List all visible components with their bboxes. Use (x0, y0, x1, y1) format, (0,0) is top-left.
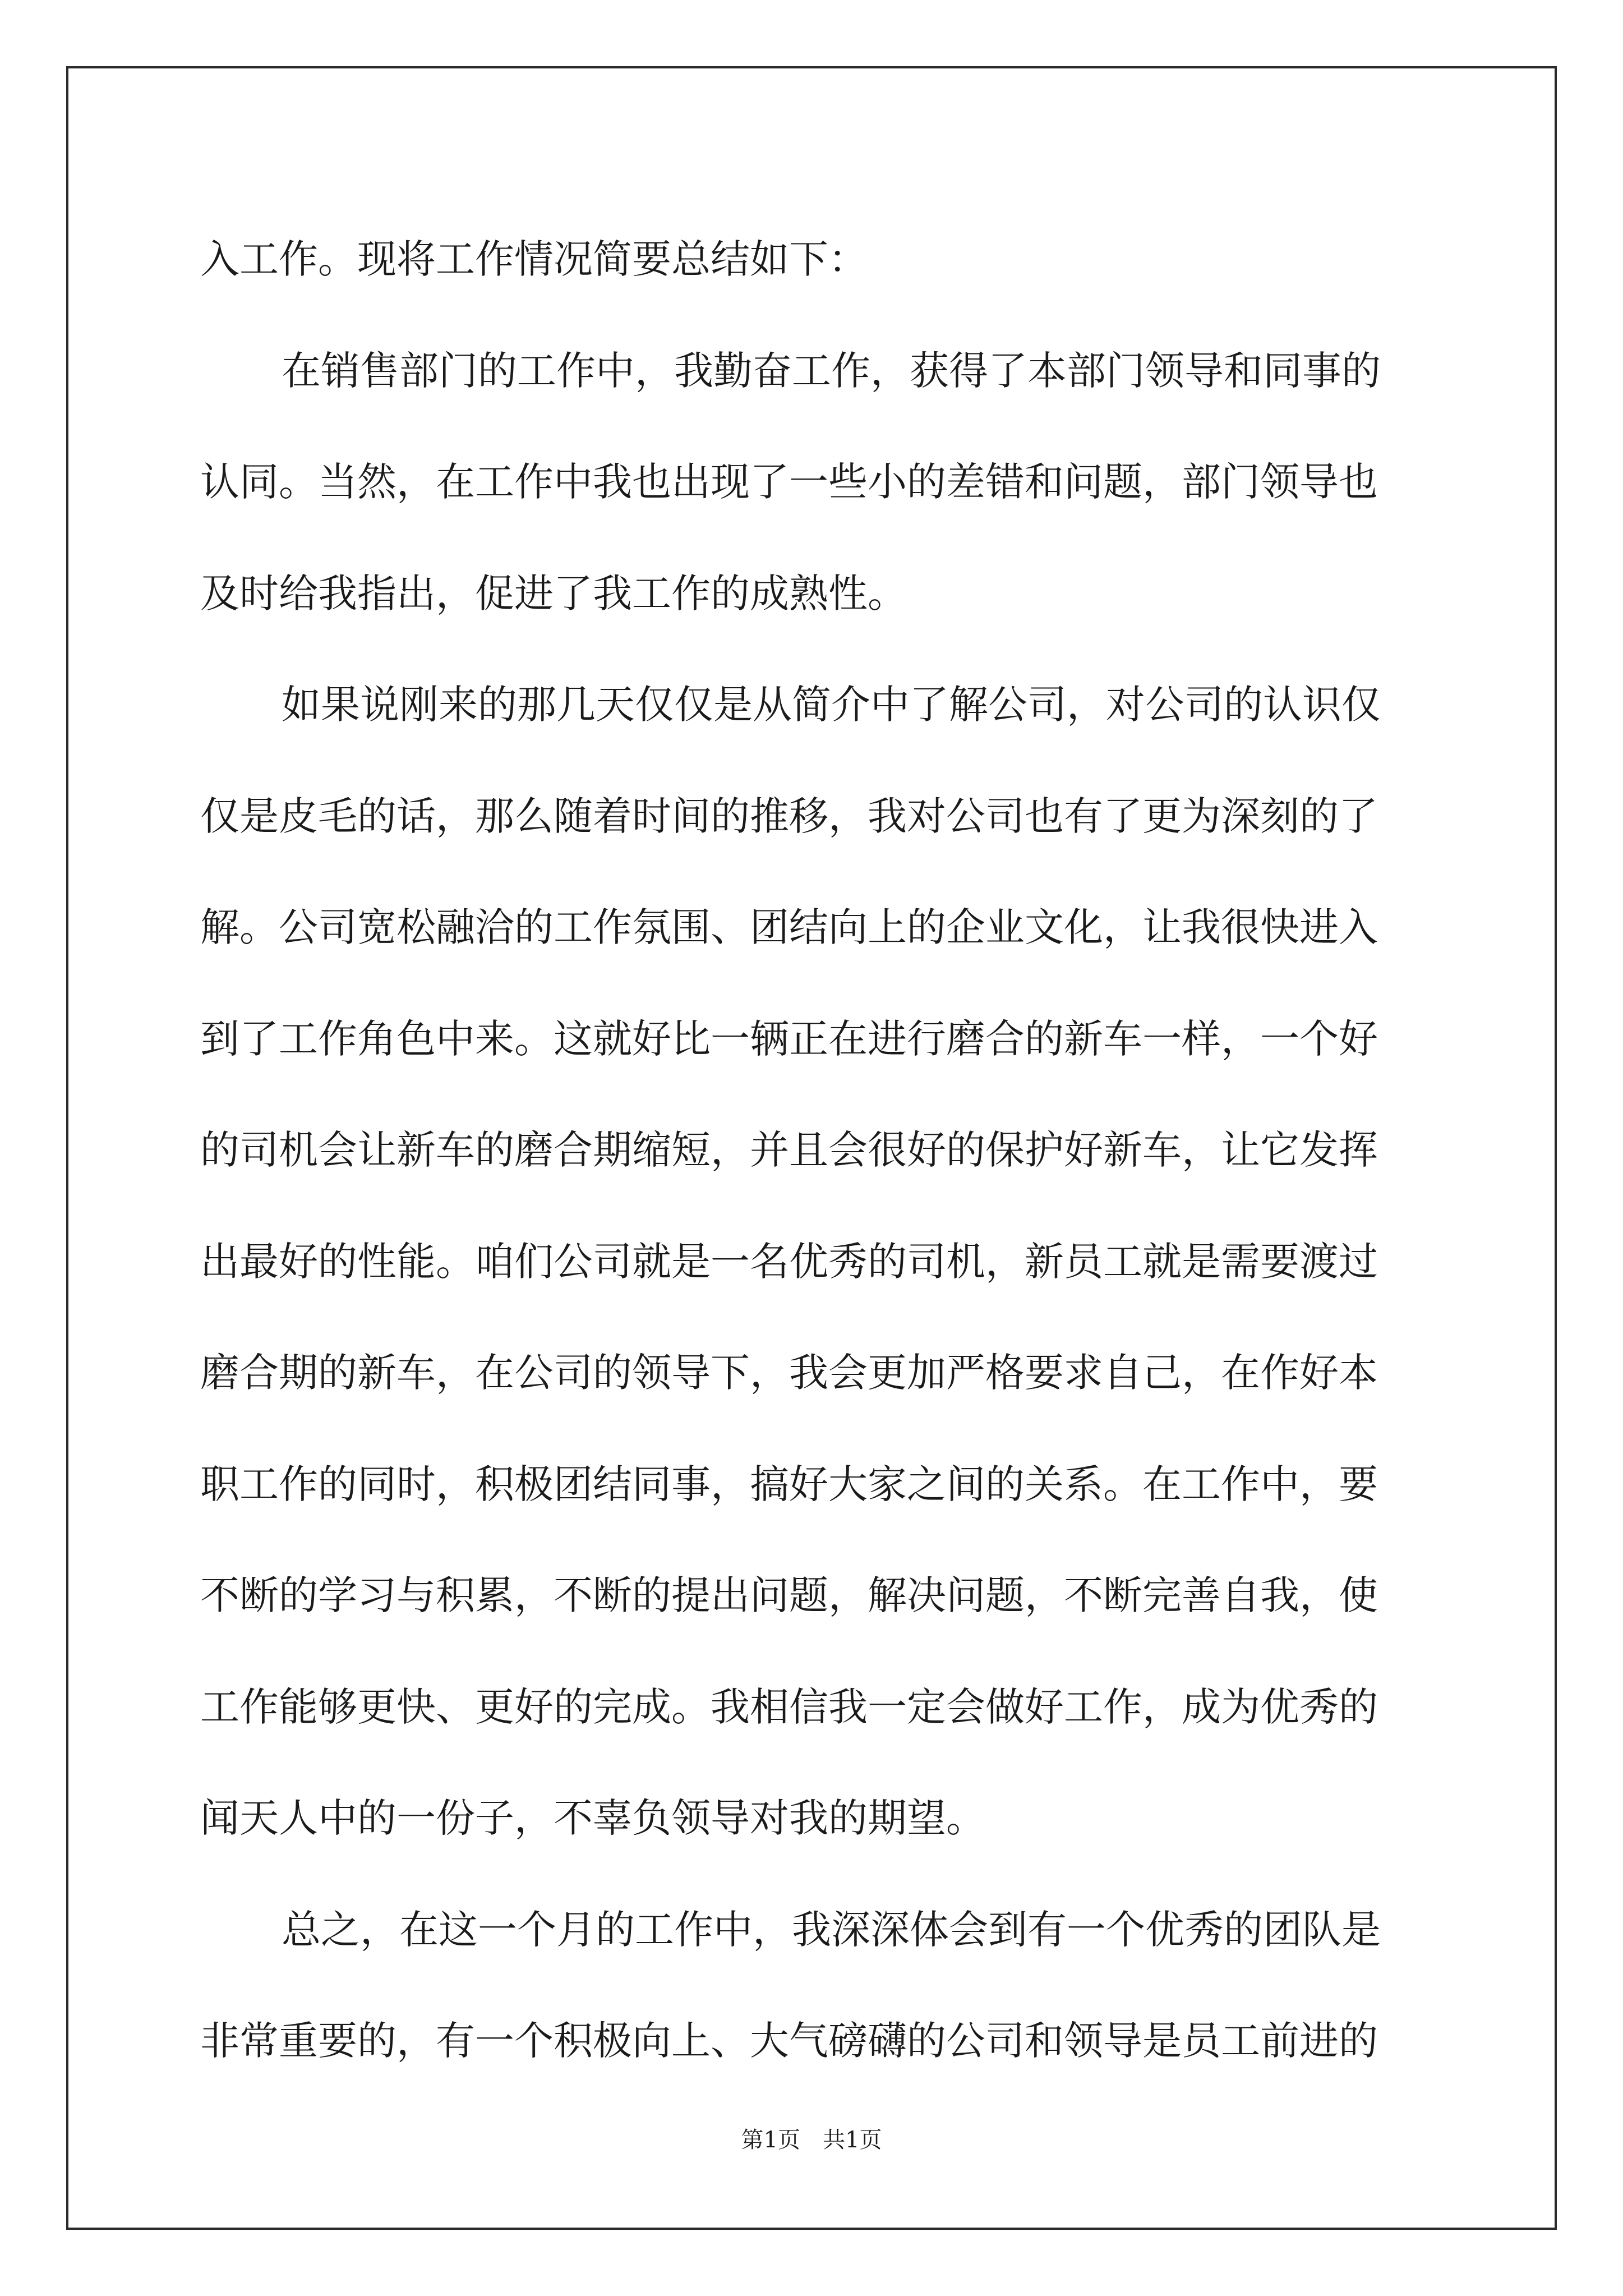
text-line: 及时给我指出，促进了我工作的成熟性。 (200, 570, 907, 616)
text-line: 到了工作角色中来。这就好比一辆正在进行磨合的新车一样，一个好 (200, 1016, 1378, 1062)
page-number-footer: 第1页 共1页 (741, 2127, 882, 2153)
paragraph-start-line: 在销售部门的工作中，我勤奋工作，获得了本部门领导和同事的 (282, 348, 1381, 394)
text-line: 入工作。现将工作情况简要总结如下： (200, 236, 868, 282)
text-line: 磨合期的新车，在公司的领导下，我会更加严格要求自己，在作好本 (200, 1350, 1378, 1396)
text-line: 仅是皮毛的话，那么随着时间的推移，我对公司也有了更为深刻的了 (200, 793, 1378, 839)
text-line: 职工作的同时，积极团结同事，搞好大家之间的关系。在工作中，要 (200, 1461, 1378, 1507)
text-line: 的司机会让新车的磨合期缩短，并且会很好的保护好新车，让它发挥 (200, 1127, 1378, 1173)
text-line: 工作能够更快、更好的完成。我相信我一定会做好工作，成为优秀的 (200, 1684, 1378, 1730)
text-line: 出最好的性能。咱们公司就是一名优秀的司机，新员工就是需要渡过 (200, 1239, 1378, 1285)
text-line: 闻天人中的一份子，不辜负领导对我的期望。 (200, 1795, 985, 1841)
text-line: 非常重要的，有一个积极向上、大气磅礴的公司和领导是员工前进的 (200, 2018, 1378, 2064)
text-line: 解。公司宽松融洽的工作氛围、团结向上的企业文化，让我很快进入 (200, 904, 1378, 950)
text-line: 认同。当然，在工作中我也出现了一些小的差错和问题，部门领导也 (200, 459, 1378, 505)
paragraph-start-line: 总之，在这一个月的工作中，我深深体会到有一个优秀的团队是 (282, 1907, 1381, 1953)
paragraph-start-line: 如果说刚来的那几天仅仅是从简介中了解公司，对公司的认识仅 (282, 682, 1381, 728)
text-line: 不断的学习与积累，不断的提出问题，解决问题，不断完善自我，使 (200, 1572, 1378, 1618)
